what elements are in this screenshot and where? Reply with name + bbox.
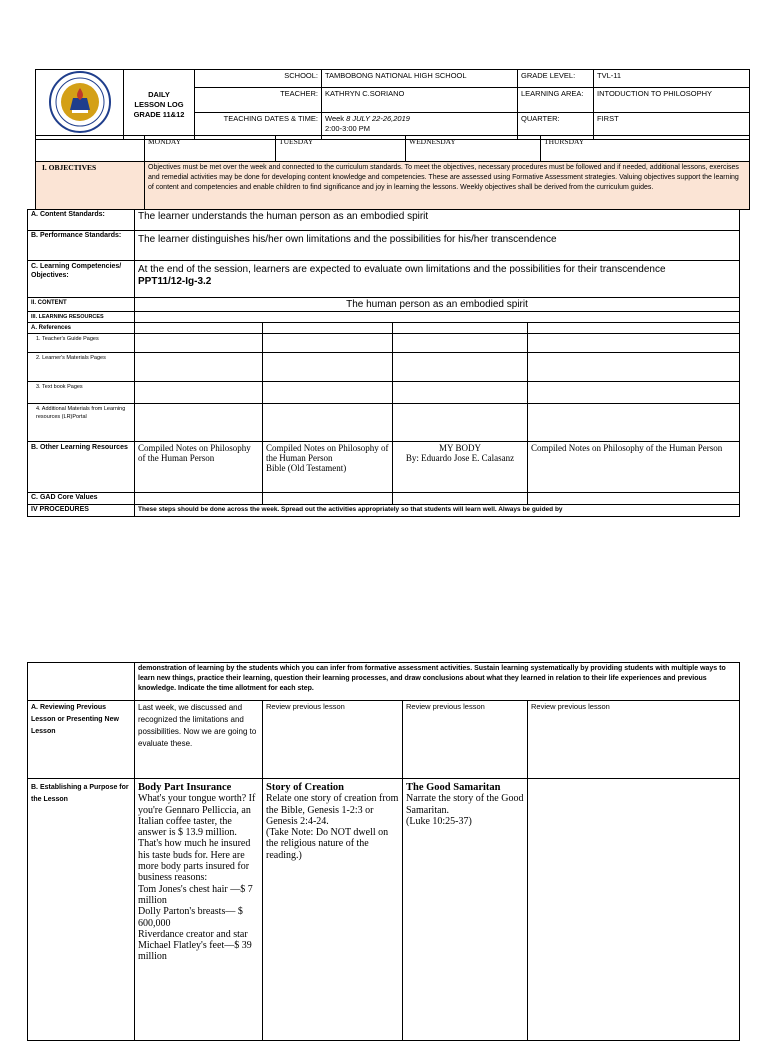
purpose-tuesday: [263, 779, 403, 1041]
story-of-creation-text: Relate one story of creation from the Bible, Genesis 1-2:3 or Genesis 2:4-24.: [266, 793, 399, 827]
purpose-wednesday: [403, 779, 528, 1041]
day-tuesday: TUESDAY: [276, 136, 406, 162]
ref-item-additional-materials: 4. Additional Materials from Learning resources (LR)Portal: [28, 404, 135, 442]
references-label: A. References: [28, 323, 135, 334]
gad-cell: [135, 493, 263, 505]
day-thursday: THURSDAY: [541, 136, 750, 162]
objectives-table: [35, 135, 750, 210]
ref-cell: [393, 353, 528, 382]
grade-level-value: TVL-11: [594, 70, 750, 88]
body-part-item: Riverdance creator and star Michael Flatley's feet—$ 39 million: [138, 928, 252, 963]
ref-cell: [263, 334, 393, 353]
learning-resources-label: III. LEARNING RESOURCES: [28, 312, 135, 323]
performance-standards-text: The learner distinguishes his/her own limitations and the possibilities for his/her transcendence: [135, 231, 740, 261]
other-resources-thursday: Compiled Notes on Philosophy of the Human Person: [528, 442, 740, 493]
quarter-label: QUARTER:: [518, 112, 594, 139]
logo-cell: [36, 70, 124, 140]
purpose-thursday: [528, 779, 740, 1041]
teacher-label: TEACHER:: [195, 87, 322, 112]
lesson-table-page2: [27, 662, 740, 1041]
good-samaritan-ref: (Luke 10:25-37): [406, 815, 472, 827]
ref-cell: [528, 334, 740, 353]
grade-level-label: GRADE LEVEL:: [518, 70, 594, 88]
school-seal-icon: [44, 70, 116, 134]
procedures-text-1: These steps should be done across the week. Spread out the activities appropriately so that students will learn well. Always be guided by: [135, 505, 740, 517]
competencies-text: At the end of the session, learners are expected to evaluate own limitations and the possibilities for their transcendence: [138, 264, 666, 275]
reviewing-tuesday: Review previous lesson: [263, 701, 403, 779]
day-wednesday: WEDNESDAY: [406, 136, 541, 162]
objectives-label: I. OBJECTIVES: [36, 162, 145, 210]
learning-area-value: INTODUCTION TO PHILOSOPHY: [594, 87, 750, 112]
other-resources-monday: Compiled Notes on Philosophy of the Human Person: [135, 442, 263, 493]
purpose-monday: [135, 779, 263, 1041]
ref-cell: [135, 382, 263, 404]
procedures-text-2: demonstration of learning by the students which you can infer from formative assessment activities. Sustain learning systematically by providing students with multiple ways to learn new things, practice their learning, question their learning processes, and draw conclusions about what they learned in relation to their life experiences and previous knowledge. Indicate the time allotment for each step.: [135, 663, 740, 701]
ref-cell: [528, 382, 740, 404]
teaching-dates-label: TEACHING DATES & TIME:: [195, 112, 322, 139]
story-of-creation-note: (Take Note: Do NOT dwell on the religious nature of the reading.): [266, 827, 389, 861]
gad-cell: [263, 493, 393, 505]
teacher-value: KATHRYN C.SORIANO: [322, 87, 518, 112]
day-monday: MONDAY: [145, 136, 276, 162]
body-part-insurance-title: Body Part Insurance: [138, 782, 232, 793]
reviewing-thursday: Review previous lesson: [528, 701, 740, 779]
ref-item-textbook: 3. Text book Pages: [28, 382, 135, 404]
good-samaritan-title: The Good Samaritan: [406, 782, 501, 793]
ref-cell: [393, 404, 528, 442]
header-table: [35, 69, 750, 140]
ref-cell: [393, 382, 528, 404]
other-resources-tuesday: Compiled Notes on Philosophy of the Human Person Bible (Old Testament): [263, 442, 393, 493]
learning-resources-cell: [135, 312, 740, 323]
story-of-creation-title: Story of Creation: [266, 782, 344, 793]
ref-cell: [393, 334, 528, 353]
ref-cell: [135, 353, 263, 382]
content-label: II. CONTENT: [28, 298, 135, 312]
ref-cell: [263, 353, 393, 382]
performance-standards-label: B. Performance Standards:: [28, 231, 135, 261]
days-corner: [36, 136, 145, 162]
competency-code: PPT11/12-Ig-3.2: [138, 276, 212, 287]
good-samaritan-text: Narrate the story of the Good Samaritan.: [406, 793, 524, 816]
body-part-item: Tom Jones's chest hair —$ 7 million: [138, 883, 253, 906]
ref-cell: [135, 404, 263, 442]
gad-label: C. GAD Core Values: [28, 493, 135, 505]
references-cell-thursday: [528, 323, 740, 334]
gad-cell: [393, 493, 528, 505]
ref-cell: [528, 353, 740, 382]
learning-area-label: LEARNING AREA:: [518, 87, 594, 112]
daily-lesson-log-title: DAILY LESSON LOG GRADE 11&12: [124, 70, 195, 140]
lesson-table-page1: [27, 209, 740, 517]
ref-cell: [528, 404, 740, 442]
references-cell-wednesday: [393, 323, 528, 334]
objectives-text: Objectives must be met over the week and connected to the curriculum standards. To meet the objectives, necessary procedures must be followed and if needed, additional lessons, exercises and remedial activities may be done for developing content knowledge and competencies. These are assessed using Formative Assessment strategies. Valuing objectives support the learning of content and competencies and enable children to find significance and joy in learning the lessons. Weekly objectives shall be derived from the curriculum guides.: [145, 162, 750, 210]
quarter-value: FIRST: [594, 112, 750, 139]
ref-cell: [135, 334, 263, 353]
purpose-label: B. Establishing a Purpose for the Lesson: [28, 779, 135, 1041]
ref-item-teachers-guide: 1. Teacher's Guide Pages: [28, 334, 135, 353]
teaching-time: 2:00-3:00 PM: [325, 123, 371, 133]
other-resources-wednesday: MY BODY By: Eduardo Jose E. Calasanz: [393, 442, 528, 493]
reviewing-label: A. Reviewing Previous Lesson or Presenting New Lesson: [28, 701, 135, 779]
school-value: TAMBOBONG NATIONAL HIGH SCHOOL: [322, 70, 518, 88]
references-cell-tuesday: [263, 323, 393, 334]
content-standards-text: The learner understands the human person as an embodied spirit: [135, 210, 740, 231]
ref-cell: [263, 404, 393, 442]
reviewing-monday: Last week, we discussed and recognized the limitations and possibilities. Now we are going to evaluate these.: [135, 701, 263, 779]
procedures-continued-label-cell: [28, 663, 135, 701]
reviewing-wednesday: Review previous lesson: [403, 701, 528, 779]
competencies-label: C. Learning Competencies/ Objectives:: [28, 261, 135, 298]
content-text: The human person as an embodied spirit: [135, 298, 740, 312]
school-label: SCHOOL:: [195, 70, 322, 88]
content-standards-label: A. Content Standards:: [28, 210, 135, 231]
references-cell-monday: [135, 323, 263, 334]
ref-item-learners-materials: 2. Learner's Materials Pages: [28, 353, 135, 382]
other-resources-label: B. Other Learning Resources: [28, 442, 135, 493]
body-part-item: Dolly Parton's breasts— $ 600,000: [138, 906, 243, 929]
procedures-label: IV PROCEDURES: [28, 505, 135, 517]
ref-cell: [263, 382, 393, 404]
competencies-cell: [135, 261, 740, 298]
teaching-dates-value: Week 8 JULY 22-26,2019 2:00-3:00 PM: [322, 112, 518, 139]
gad-cell: [528, 493, 740, 505]
body-part-insurance-text: What's your tongue worth? If you're Gennaro Pelliccia, an Italian coffee taster, the answer is $ 13.9 million. That's how much he insured his taste buds for. Here are more body parts insured for business reasons:: [138, 793, 256, 884]
